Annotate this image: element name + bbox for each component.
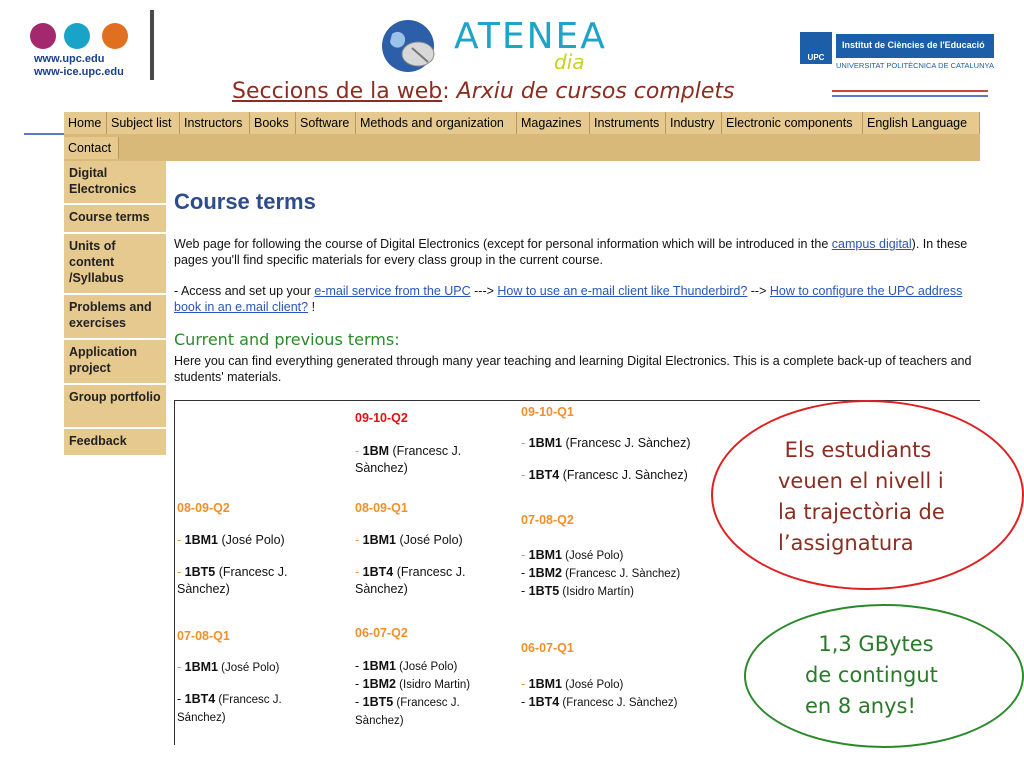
- term-title[interactable]: 07-08-Q2: [521, 513, 574, 527]
- upc-logo-badge: [800, 32, 832, 64]
- sidebar-item-application-project[interactable]: Application project: [64, 340, 166, 385]
- decorative-line-right-2: [832, 95, 988, 97]
- ice-logo-title: [836, 34, 994, 58]
- term-entry[interactable]: - 1BT4 (Francesc J. Sànchez): [355, 565, 466, 596]
- term-entry[interactable]: - 1BM (Francesc J. Sànchez): [355, 444, 462, 475]
- term-entry[interactable]: - 1BT4 (Francesc J. Sánchez): [177, 692, 282, 724]
- term-title[interactable]: 08-09-Q2: [177, 501, 230, 515]
- access-text-d: !: [308, 300, 316, 314]
- term-title[interactable]: 08-09-Q1: [355, 501, 408, 515]
- intro-text-b: ). In these pages you'll find specific materials for every class group in the current course.: [174, 237, 968, 267]
- sidebar-item-course-terms[interactable]: Course terms: [64, 205, 166, 234]
- atenea-logo-text: ATENEA: [454, 16, 607, 57]
- access-text-a: - Access and set up your: [174, 284, 315, 298]
- url-ice[interactable]: www-ice.upc.edu: [34, 66, 124, 78]
- address-book-link[interactable]: How to configure the UPC address book in an e.mail client?: [174, 284, 963, 314]
- term-entry[interactable]: - 1BM2 (Isidro Martin): [355, 677, 471, 691]
- header-urls: [34, 53, 124, 79]
- campus-digital-link[interactable]: campus digital: [831, 237, 912, 251]
- nav-item-methods[interactable]: Methods and organization: [356, 112, 517, 134]
- access-text-c: -->: [747, 284, 770, 298]
- ice-title-text: Institut de Ciències de l'Educació: [842, 40, 985, 50]
- callout-red-text: Els estudiants veuen el nivell i la trajectòria de l’assignatura: [778, 438, 945, 555]
- slide-title-subtitle: Arxiu de cursos complets: [456, 79, 735, 104]
- terms-subtext: Here you can find everything generated through many year teaching and learning Digital Electronics. This is a complete back-up of teachers and students' materials.: [174, 354, 972, 384]
- nav-item-industry[interactable]: Industry: [666, 112, 722, 134]
- header-divider: [150, 10, 154, 80]
- sidebar: [64, 161, 166, 457]
- term-entry[interactable]: - 1BT5 (Isidro Martín): [521, 584, 634, 598]
- terms-table-left-border: [174, 400, 175, 745]
- url-upc[interactable]: www.upc.edu: [34, 53, 105, 65]
- access-text-b: --->: [470, 284, 498, 298]
- atenea-logo: [378, 14, 607, 76]
- access-paragraph: [174, 283, 984, 315]
- ice-logo-subtitle: UNIVERSITAT POLITÈCNICA DE CATALUNYA: [836, 61, 994, 70]
- slide-title: [232, 79, 734, 104]
- thunderbird-link[interactable]: How to use an e-mail client like Thunderbird?: [497, 284, 748, 298]
- intro-paragraph: [174, 236, 984, 268]
- nav-bar: [64, 112, 980, 161]
- email-service-link[interactable]: e-mail service from the UPC: [314, 284, 471, 298]
- term-title[interactable]: 06-07-Q2: [355, 626, 408, 640]
- decorative-line-right: [832, 90, 988, 92]
- term-title[interactable]: 09-10-Q1: [521, 405, 574, 419]
- sidebar-item-digital-electronics[interactable]: Digital Electronics: [64, 161, 166, 205]
- sidebar-item-group-portfolio[interactable]: Group portfolio: [64, 385, 166, 429]
- nav-item-instructors[interactable]: Instructors: [180, 112, 250, 134]
- nav-item-software[interactable]: Software: [296, 112, 356, 134]
- callout-red-ellipse: [711, 400, 1024, 590]
- atenea-logo-sub: dia: [554, 50, 585, 74]
- nav-item-english-language[interactable]: English Language: [863, 112, 980, 134]
- nav-item-electronic-components[interactable]: Electronic components: [722, 112, 863, 134]
- sidebar-item-feedback[interactable]: Feedback: [64, 429, 166, 457]
- terms-subheading: Current and previous terms:: [174, 330, 400, 349]
- callout-green-ellipse: [744, 604, 1024, 748]
- nav-item-home[interactable]: Home: [64, 112, 107, 134]
- orange-dot-icon: [102, 23, 128, 49]
- term-title[interactable]: 07-08-Q1: [177, 629, 230, 643]
- sidebar-item-problems[interactable]: Problems and exercises: [64, 295, 166, 340]
- slide-title-sep: :: [442, 79, 457, 104]
- term-entry[interactable]: - 1BM1 (José Polo): [521, 677, 624, 691]
- term-entry[interactable]: - 1BM1 (José Polo): [521, 548, 624, 562]
- term-title[interactable]: 06-07-Q1: [521, 641, 574, 655]
- term-entry[interactable]: - 1BT4 (Francesc J. Sànchez): [521, 468, 688, 482]
- blue-dot-icon: [64, 23, 90, 49]
- globe-icon: [378, 14, 448, 76]
- slide-title-link[interactable]: Seccions de la web: [232, 79, 443, 104]
- decorative-line-left: [24, 133, 64, 135]
- term-entry[interactable]: - 1BT4 (Francesc J. Sànchez): [521, 695, 678, 709]
- term-entry[interactable]: - 1BM1 (José Polo): [177, 533, 285, 547]
- term-entry[interactable]: - 1BM1 (Francesc J. Sànchez): [521, 436, 691, 450]
- nav-item-subject-list[interactable]: Subject list: [107, 112, 180, 134]
- intro-text-a: Web page for following the course of Digital Electronics (except for personal information which will be introduced in the: [174, 237, 832, 251]
- term-entry[interactable]: - 1BM1 (José Polo): [355, 659, 458, 673]
- nav-item-magazines[interactable]: Magazines: [517, 112, 590, 134]
- term-entry[interactable]: - 1BM2 (Francesc J. Sànchez): [521, 566, 681, 580]
- nav-item-books[interactable]: Books: [250, 112, 296, 134]
- term-entry[interactable]: - 1BT5 (Francesc J. Sànchez): [177, 565, 288, 596]
- nav-item-instruments[interactable]: Instruments: [590, 112, 666, 134]
- upc-badge-text: UPC: [807, 53, 825, 62]
- purple-dot-icon: [30, 23, 56, 49]
- term-entry[interactable]: - 1BT5 (Francesc J. Sànchez): [355, 695, 460, 727]
- callout-green-text: 1,3 GBytes de contingut en 8 anys!: [805, 632, 938, 718]
- nav-item-contact[interactable]: Contact: [64, 137, 119, 159]
- page-heading: Course terms: [174, 189, 316, 214]
- term-entry[interactable]: - 1BM1 (José Polo): [177, 660, 280, 674]
- term-entry[interactable]: - 1BM1 (José Polo): [355, 533, 463, 547]
- term-title[interactable]: 09-10-Q2: [355, 411, 408, 425]
- sidebar-item-units[interactable]: Units of content /Syllabus: [64, 234, 166, 295]
